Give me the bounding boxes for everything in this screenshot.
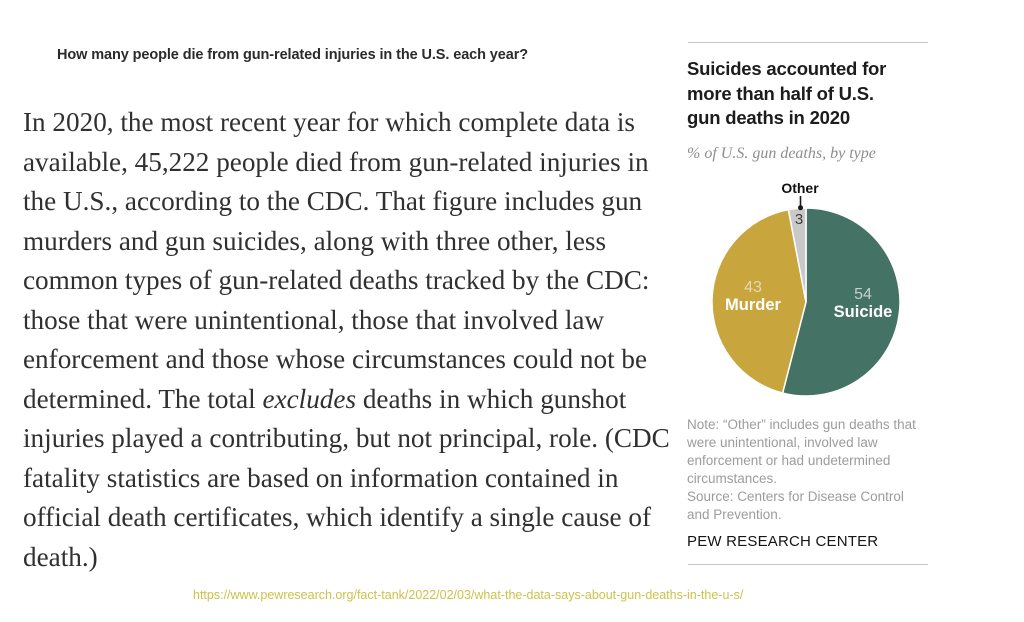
- body-line-text: available, 45,222 people died from gun-related injuries in: [23, 146, 649, 177]
- body-line-with-italic: [23, 380, 680, 420]
- suicide-slice-value: 54: [854, 286, 872, 303]
- body-line: [23, 143, 680, 183]
- chart-top-divider: [688, 42, 928, 43]
- chart-title-line: gun deaths in 2020: [687, 107, 850, 128]
- body-line-text: death.): [23, 541, 98, 572]
- chart-title-line: Suicides accounted for: [687, 58, 887, 79]
- murder-slice-name: Murder: [725, 296, 781, 314]
- callout-arrow-icon: [796, 196, 805, 211]
- body-line: [23, 222, 680, 262]
- body-line: [23, 419, 680, 459]
- chart-brand: PEW RESEARCH CENTER: [687, 533, 879, 550]
- body-line-text: enforcement and those whose circumstances could not be: [23, 344, 648, 374]
- body-line-text: fatality statistics are based on information contained in: [23, 462, 619, 493]
- chart-title-line: more than half of U.S.: [687, 82, 874, 104]
- body-line-text: official death certificates, which identify a single cause of: [23, 502, 652, 532]
- suicide-slice-name: Suicide: [833, 303, 893, 321]
- chart-subtitle: % of U.S. gun deaths, by type: [687, 145, 876, 162]
- body-line-text: those that were unintentional, those that involved law: [23, 304, 605, 335]
- body-line-text: deaths in which gunshot: [356, 383, 627, 414]
- chart-note: [687, 416, 947, 524]
- body-line-italic-word: excludes: [262, 383, 357, 414]
- body-line: [23, 103, 680, 143]
- chart-note-line: and Prevention.: [687, 507, 782, 522]
- chart-note-line: Source: Centers for Disease Control: [687, 489, 904, 504]
- body-line: [23, 301, 680, 341]
- body-line: [23, 182, 680, 222]
- chart-title: [687, 57, 937, 131]
- body-line-text: the U.S., according to the CDC. That figure includes gun: [23, 186, 643, 216]
- article-body: [23, 103, 680, 583]
- body-line-text: common types of gun-related deaths tracked by the CDC:: [23, 265, 650, 295]
- body-line: [23, 340, 680, 380]
- murder-slice-value: 43: [744, 279, 762, 296]
- chart-note-line: enforcement or had undetermined: [687, 453, 891, 468]
- body-line: [23, 261, 680, 301]
- body-line-text: murders and gun suicides, along with three other, less: [23, 225, 607, 256]
- body-line-text: injuries played a contributing, but not principal, role. (CDC: [23, 423, 670, 453]
- chart-note-line: Note: “Other” includes gun deaths that: [687, 417, 916, 432]
- article-body-inner: [23, 103, 680, 577]
- chart-bottom-divider: [688, 564, 928, 565]
- body-line: [23, 498, 680, 538]
- source-url-link[interactable]: https://www.pewresearch.org/fact-tank/2022/02/03/what-the-data-says-about-gun-deaths-in-the-u-s/: [193, 588, 744, 602]
- article-heading: How many people die from gun-related injuries in the U.S. each year?: [57, 47, 528, 63]
- body-line: [23, 538, 680, 578]
- body-line-text: determined. The total: [23, 383, 263, 414]
- other-slice-value: 3: [794, 211, 804, 228]
- chart-note-line: circumstances.: [687, 471, 778, 486]
- suicide-slice-label: [813, 286, 913, 321]
- other-slice-callout-label: Other: [781, 180, 819, 196]
- murder-slice-label: [703, 279, 803, 314]
- body-line-text: In 2020, the most recent year for which complete data is: [23, 107, 635, 137]
- body-line: [23, 459, 680, 499]
- chart-note-line: were unintentional, involved law: [687, 435, 878, 450]
